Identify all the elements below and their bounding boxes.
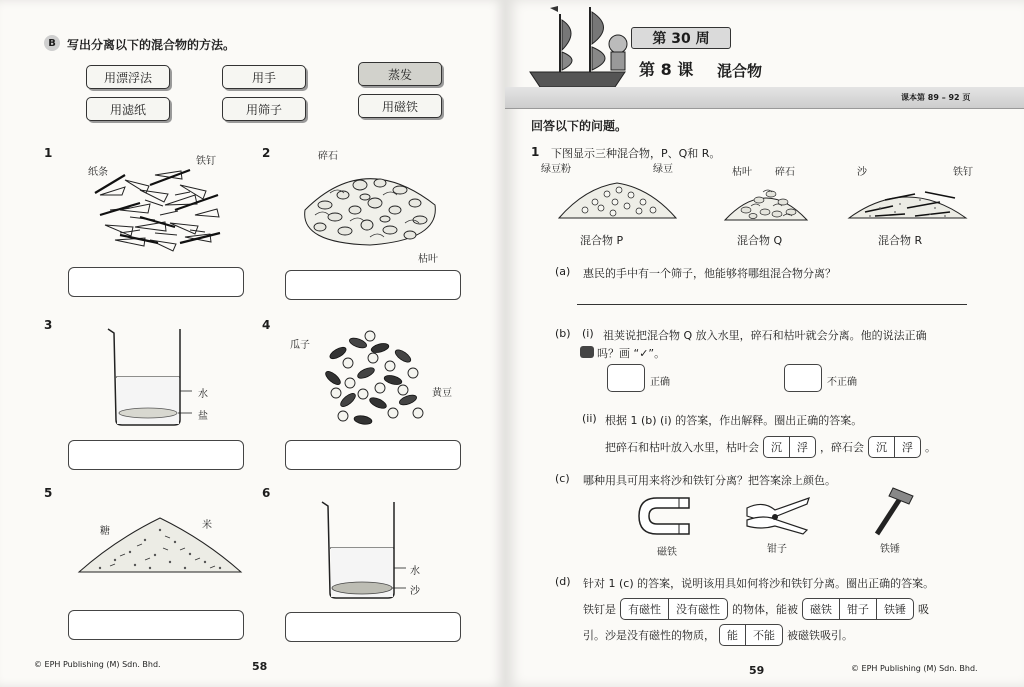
- label-paper-strips: 纸条: [88, 167, 108, 178]
- qb-text-line1: 祖荚说把混合物 Q 放入水里，碎石和枯叶就会分离。他的说法正确: [603, 329, 927, 342]
- right-instruction: 回答以下的问题。: [531, 119, 628, 133]
- option-incorrect-label: 不正确: [827, 377, 857, 388]
- qd-line2-mid: 的物体，能被: [732, 603, 798, 616]
- mixture-p-illustration: [555, 178, 680, 223]
- choice-pliers[interactable]: 钳子: [839, 599, 876, 619]
- question-number-1: 1: [44, 146, 53, 160]
- beaker-sand-water-illustration: [318, 498, 408, 603]
- paper-nails-illustration: [80, 155, 230, 255]
- label-nails: 铁钉: [196, 156, 216, 167]
- answer-box-3[interactable]: [68, 440, 244, 470]
- qd-line2-end: 吸: [918, 603, 929, 616]
- label-sand-r: 沙: [857, 167, 867, 178]
- choice-hammer[interactable]: 铁锤: [876, 599, 913, 619]
- q1-number: 1: [531, 145, 540, 159]
- label-mung-bean-flour: 绿豆粉: [541, 164, 571, 175]
- label-rice: 米: [202, 520, 212, 531]
- page-number-right: 59: [749, 664, 765, 677]
- answer-box-1[interactable]: [68, 267, 244, 297]
- qd-line3-start: 引。沙是没有磁性的物质，: [583, 629, 715, 642]
- right-page: [505, 0, 1024, 687]
- label-salt: 盐: [198, 411, 208, 422]
- answer-box-4[interactable]: [285, 440, 461, 470]
- qb-sub-i-label: (i): [582, 327, 594, 340]
- qb-sentence: [605, 436, 936, 458]
- qa-text: 惠民的手中有一个筛子，他能够将哪组混合物分离？: [583, 267, 836, 280]
- lesson-number: 第 8 课: [639, 60, 694, 79]
- activity-icon: [580, 346, 594, 358]
- qd-line2-start: 铁钉是: [583, 603, 616, 616]
- label-nails-r: 铁钉: [953, 167, 973, 178]
- mixture-p-label: 混合物 P: [580, 234, 624, 247]
- left-page: [0, 0, 505, 687]
- qd-label: (d): [555, 575, 571, 588]
- tool-hammer-label: 铁锤: [880, 544, 900, 555]
- label-water-6: 水: [410, 566, 420, 577]
- choice-non-magnetic[interactable]: 没有磁性: [668, 599, 727, 619]
- method-box-4: 用滤纸: [86, 97, 170, 121]
- label-water-3: 水: [198, 389, 208, 400]
- sugar-rice-pile-illustration: [75, 510, 245, 580]
- float-sink-choice-2[interactable]: [868, 436, 921, 458]
- qa-answer-line[interactable]: [577, 304, 967, 305]
- mixture-r-label: 混合物 R: [878, 234, 923, 247]
- label-sand-6: 沙: [410, 586, 420, 597]
- can-choice[interactable]: [719, 624, 783, 646]
- method-box-6: 用磁铁: [358, 94, 442, 118]
- pliers-icon[interactable]: [743, 490, 813, 535]
- section-instruction: 写出分离以下的混合物的方法。: [67, 38, 236, 52]
- qc-text: 哪种用具可用来将沙和铁钉分离？把答案涂上颜色。: [583, 474, 836, 487]
- choice-float-1[interactable]: 浮: [789, 437, 815, 457]
- answer-box-5[interactable]: [68, 610, 244, 640]
- answer-box-2[interactable]: [285, 270, 461, 300]
- choice-magnet[interactable]: 磁铁: [810, 603, 832, 616]
- hammer-icon[interactable]: [867, 484, 917, 539]
- qd-text: 针对 1 (c) 的答案，说明该用具如何将沙和铁钉分离。圈出正确的答案。: [583, 577, 935, 590]
- pirate-ship-icon: [520, 2, 635, 92]
- qb-label: (b): [555, 327, 571, 340]
- float-sink-choice-1[interactable]: [763, 436, 816, 458]
- seeds-soybeans-illustration: [318, 328, 428, 428]
- label-gravel: 碎石: [318, 151, 338, 162]
- method-box-5: 用筛子: [222, 97, 306, 121]
- mixture-r-illustration: [845, 178, 970, 223]
- qc-label: (c): [555, 472, 570, 485]
- question-number-6: 6: [262, 486, 271, 500]
- tool-choice[interactable]: [802, 598, 914, 620]
- tick-box-incorrect[interactable]: [784, 364, 822, 392]
- qb-sentence-mid: ，碎石会: [820, 441, 864, 454]
- mixture-q-illustration: [721, 178, 811, 226]
- label-dry-leaves-q: 枯叶: [732, 167, 752, 178]
- qb-sentence-start: 把碎石和枯叶放入水里，枯叶会: [605, 441, 759, 454]
- choice-sink-1[interactable]: 沉: [771, 441, 782, 454]
- qd-line3-end: 被磁铁吸引。: [787, 629, 853, 642]
- question-number-5: 5: [44, 486, 53, 500]
- method-box-1: 用漂浮法: [86, 65, 170, 89]
- label-dry-leaves: 枯叶: [418, 254, 438, 265]
- qa-label: (a): [555, 265, 571, 278]
- section-badge: B: [44, 35, 60, 51]
- question-number-3: 3: [44, 318, 53, 332]
- page-number-left: 58: [252, 660, 268, 673]
- lesson-title: 混合物: [717, 62, 763, 80]
- q1-prompt: 下图显示三种混合物，P、Q和 R。: [551, 147, 721, 160]
- answer-box-6[interactable]: [285, 612, 461, 642]
- label-gravel-q: 碎石: [775, 167, 795, 178]
- qd-line3: [583, 624, 853, 646]
- option-correct-label: 正确: [650, 377, 670, 388]
- tool-magnet-label: 磁铁: [657, 547, 677, 558]
- choice-can[interactable]: 能: [727, 629, 738, 642]
- choice-cannot[interactable]: 不能: [745, 625, 782, 645]
- choice-sink-2[interactable]: 沉: [876, 441, 887, 454]
- beaker-salt-water-illustration: [104, 325, 194, 430]
- textbook-reference: 课本第 89 – 92 页: [901, 93, 971, 102]
- mixture-q-label: 混合物 Q: [737, 234, 783, 247]
- qb-text-line2: 吗？画 “✓”。: [597, 347, 666, 360]
- qb-sentence-end: 。: [925, 441, 936, 454]
- magnet-icon[interactable]: [635, 492, 695, 540]
- qb-sub-ii-text: 根据 1 (b) (i) 的答案，作出解释。圈出正确的答案。: [605, 414, 863, 427]
- question-number-2: 2: [262, 146, 271, 160]
- footer-publisher-left: © EPH Publishing (M) Sdn. Bhd.: [34, 660, 161, 669]
- tick-box-correct[interactable]: [607, 364, 645, 392]
- question-number-4: 4: [262, 318, 271, 332]
- method-box-2: 用手: [222, 65, 306, 89]
- method-box-3: 蒸发: [358, 62, 442, 86]
- choice-float-2[interactable]: 浮: [894, 437, 920, 457]
- week-label: 第 30 周: [631, 27, 731, 49]
- label-soybeans: 黄豆: [432, 388, 452, 399]
- label-melon-seeds: 瓜子: [290, 340, 310, 351]
- label-mung-beans: 绿豆: [653, 164, 673, 175]
- magnetic-choice[interactable]: [620, 598, 728, 620]
- label-sugar: 糖: [100, 526, 110, 537]
- footer-publisher-right: © EPH Publishing (M) Sdn. Bhd.: [851, 664, 978, 673]
- qd-line2: [583, 598, 929, 620]
- qb-sub-ii-label: (ii): [582, 412, 597, 425]
- choice-magnetic[interactable]: 有磁性: [628, 603, 661, 616]
- gravel-leaves-illustration: [295, 155, 445, 250]
- tool-pliers-label: 钳子: [767, 544, 787, 555]
